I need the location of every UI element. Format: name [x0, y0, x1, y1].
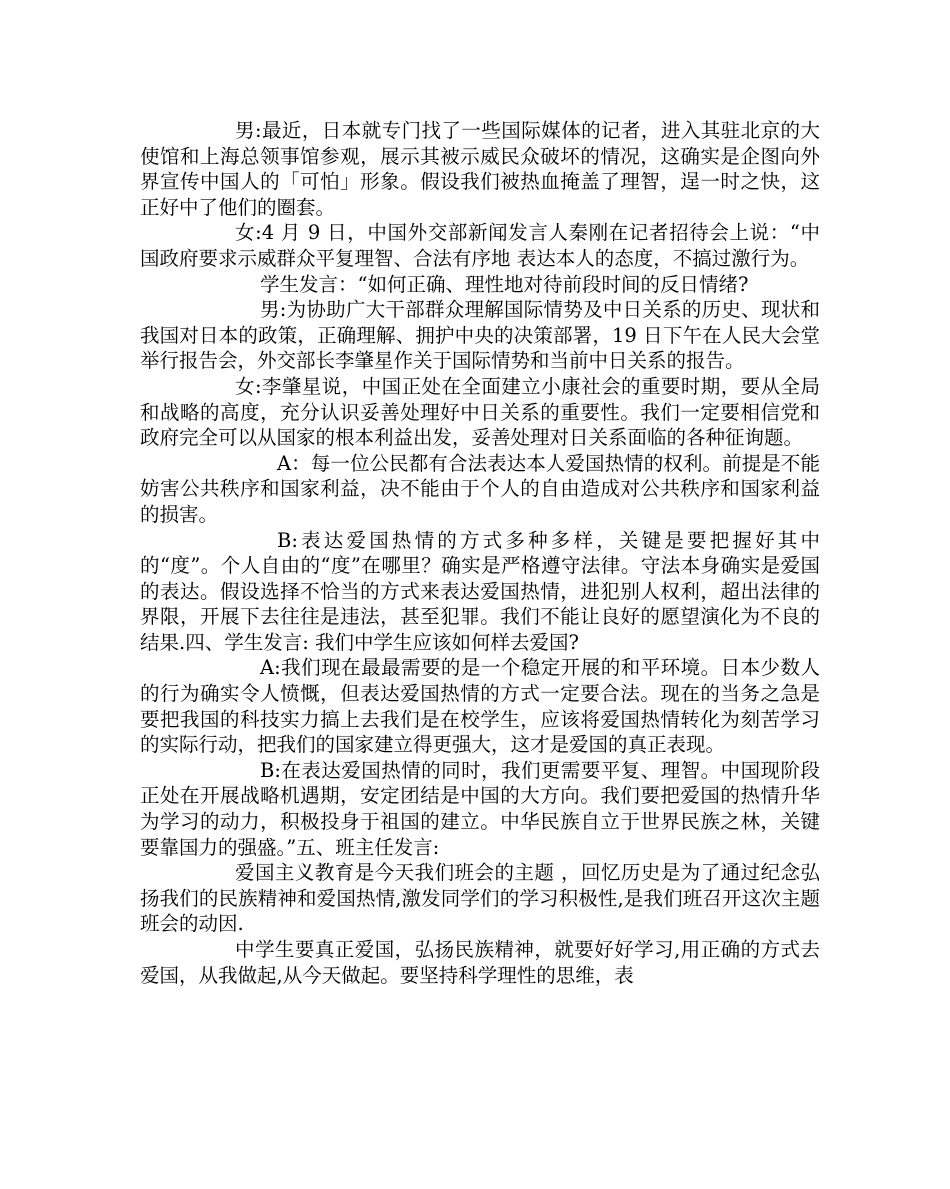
paragraph-patriotism-theme: 爱国主义教育是今天我们班会的主题 ，回忆历史是为了通过纪念弘扬我们的民族精神和爱国热情,激发同学们的学习积极性,是我们班召开这次主题班会的动因.	[140, 861, 820, 936]
paragraph-a-rights: A：每一位公民都有合法表达本人爱国热情的权利。前提是不能妨害公共秩序和国家利益，决不能由于个人的自由造成对公共秩序和国家利益的损害。	[140, 451, 820, 526]
paragraph-students-study: 中学生要真正爱国，弘扬民族精神，就要好好学习,用正确的方式去爱国，从我做起,从今天做起。要坚持科学理性的思维，表	[140, 938, 820, 987]
paragraph-a-peace: A:我们现在最最需要的是一个稳定开展的和平环境。日本少数人的行为确实令人愤慨，但表达爱国热情的方式一定要合法。现在的当务之急是要把我国的科技实力搞上去我们是在校学生，应该将爱国热情转化为刻苦学习的实际行动，把我们的国家建立得更强大，这才是爱国的真正表现。	[140, 656, 820, 757]
paragraph-female-li: 女:李肇星说，中国正处在全面建立小康社会的重要时期，要从全局和战略的高度，充分认识妥善处理好中日关系的重要性。我们一定要相信党和政府完全可以从国家的根本利益出发，妥善处理对日关系面临的各种征询题。	[140, 374, 820, 450]
paragraph-student-question: 学生发言：“如何正确、理性地对待前段时间的反日情绪?	[260, 272, 749, 296]
paragraph-b-degree: B:表达爱国热情的方式多种多样，关键是要把握好其中的“度”。个人自由的“度”在哪里？确实是严格遵守法律。守法本身确实是爱国的表达。假设选择不恰当的方式来表达爱国热情，进犯别人权利，超出法律的界限，开展下去往往是违法，甚至犯罪。我们不能让良好的愿望演化为不良的结果.四、学生发言: 我们中学生应该如何样去爱国?	[140, 528, 820, 654]
paragraph-female-spokesman: 女:4 月 9 日，中国外交部新闻发言人秦刚在记者招待会上说：“中国政府要求示威群众平复理智、合法有序地 表达本人的态度，不搞过激行为。	[140, 221, 820, 270]
paragraph-male-media: 男:最近，日本就专门找了一些国际媒体的记者，进入其驻北京的大使馆和上海总领事馆参观，展示其被示威民众破坏的情况，这确实是企图向外界宣传中国人的「可怕」形象。假设我们被热血掩盖了理智，逞一时之快，这正好中了他们的圈套。	[140, 119, 820, 219]
document-page	[140, 118, 820, 988]
paragraph-male-report: 男:为协助广大干部群众理解国际情势及中日关系的历史、现状和我国对日本的政策，正确理解、拥护中央的决策部署，19 日下午在人民大会堂举行报告会，外交部长李肇星作关于国际情势和当前中日关系的报告。	[140, 298, 820, 373]
paragraph-b-reason: B:在表达爱国热情的同时，我们更需要平复、理智。中国现阶段正处在开展战略机遇期，安定团结是中国的大方向。我们要把爱国的热情升华为学习的动力，积极投身于祖国的建立。中华民族自立于世界民族之林，关键要靠国力的强盛。”五、班主任发言:	[140, 758, 820, 859]
